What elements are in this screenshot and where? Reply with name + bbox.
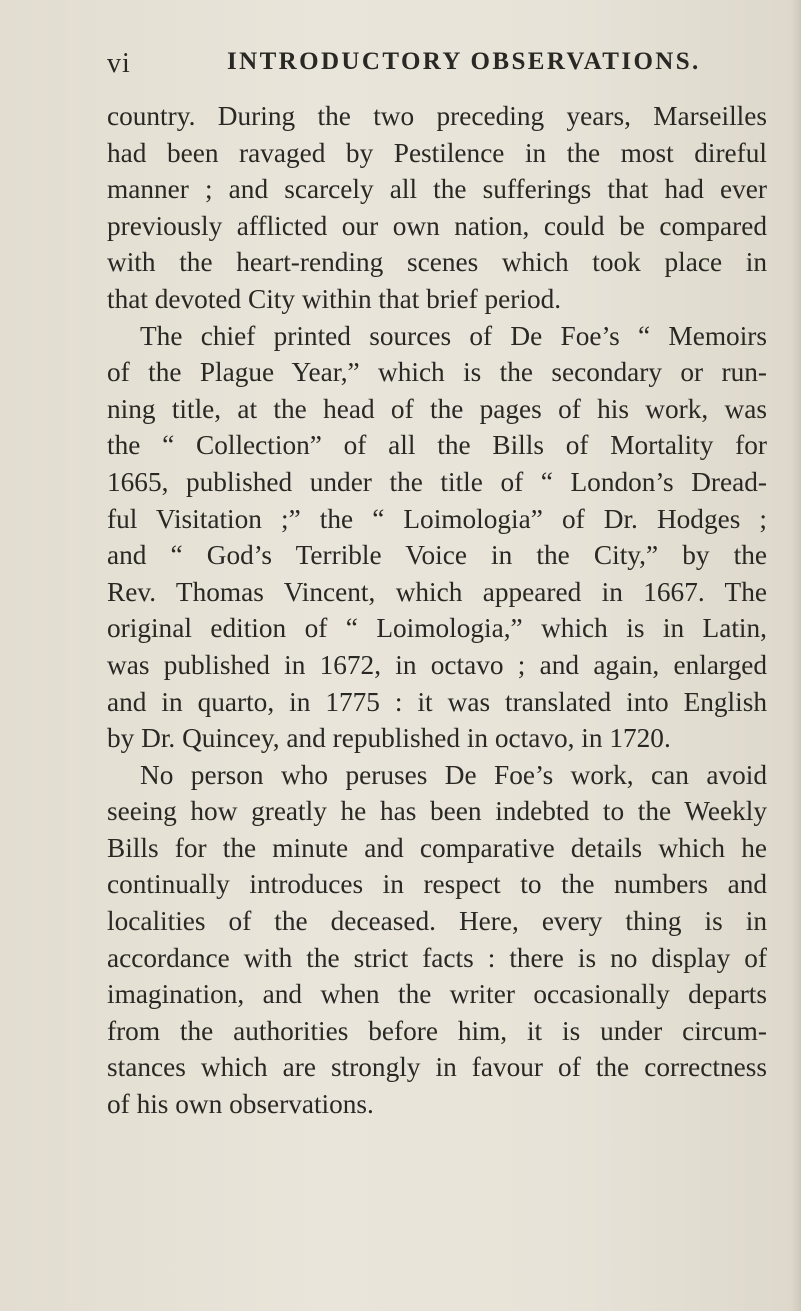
text-line: accordance with the strict facts : there is no display of (107, 942, 767, 973)
text-line: country. During the two preceding years, Marseilles (107, 101, 767, 131)
text-line: continually introduces in respect to the numbers and (107, 869, 767, 900)
text-line: ning title, at the head of the pages of his work, was (107, 393, 767, 424)
text-line: 1665, published under the title of “ London’s Dread- (107, 466, 767, 497)
text-line: Rev. Thomas Vincent, which appeared in 1667. The (107, 576, 767, 607)
text-line: the “ Collection” of all the Bills of Mortality for (107, 430, 767, 461)
page-edge-shadow (791, 0, 801, 1311)
text-line: previously afflicted our own nation, could be compared (107, 210, 767, 241)
text-line: with the heart-rending scenes which took place in (107, 247, 767, 278)
text-line: Bills for the minute and comparative details which he (107, 832, 767, 863)
text-line: imagination, and when the writer occasionally departs (107, 979, 767, 1010)
text-line: The chief printed sources of De Foe’s “ Memoirs (140, 320, 767, 351)
text-line: No person who peruses De Foe’s work, can avoid (140, 759, 767, 790)
text-line: seeing how greatly he has been indebted to the Weekly (107, 796, 767, 827)
text-line: stances which are strongly in favour of the correctness (107, 1052, 767, 1083)
page-header (107, 48, 767, 88)
text-line: by Dr. Quincey, and republished in octavo, in 1720. (107, 723, 671, 754)
running-head: INTRODUCTORY OBSERVATIONS. (227, 48, 701, 75)
text-line: manner ; and scarcely all the sufferings that had ever (107, 174, 767, 205)
text-line: from the authorities before him, it is under circum- (107, 1015, 767, 1046)
text-line: and “ God’s Terrible Voice in the City,” by the (107, 540, 767, 571)
text-line: of his own observations. (107, 1089, 374, 1120)
text-line: had been ravaged by Pestilence in the most direful (107, 137, 767, 168)
body-text (107, 98, 767, 1123)
text-line: of the Plague Year,” which is the secondary or run- (107, 357, 767, 388)
page-number: vi (107, 48, 131, 79)
text-line: was published in 1672, in octavo ; and again, enlarged (107, 649, 767, 680)
text-line: and in quarto, in 1775 : it was translated into English (107, 686, 767, 717)
text-line: that devoted City within that brief period. (107, 283, 562, 314)
text-line: original edition of “ Loimologia,” which is in Latin, (107, 613, 767, 644)
text-line: localities of the deceased. Here, every thing is in (107, 906, 767, 937)
text-line: ful Visitation ;” the “ Loimologia” of Dr. Hodges ; (107, 503, 767, 534)
